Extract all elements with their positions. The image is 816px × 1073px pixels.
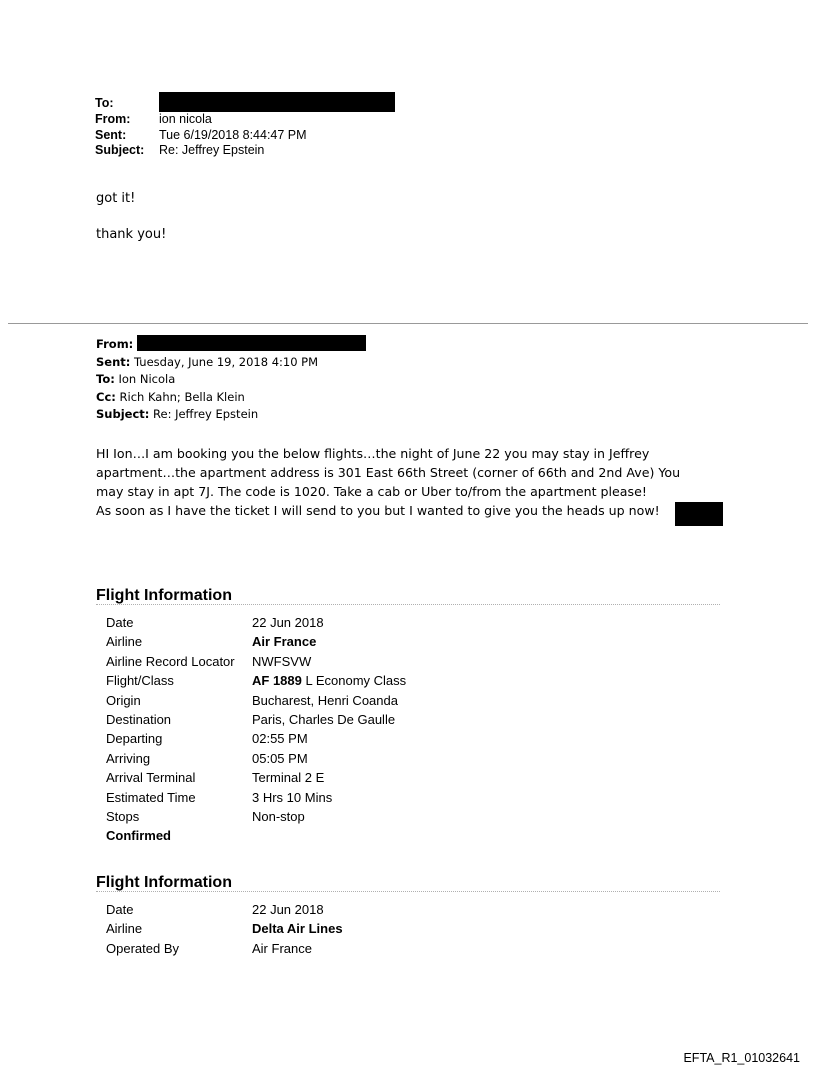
from-label: From: (95, 112, 131, 126)
quoted-to-label: To: (96, 372, 115, 386)
flight-row-label: Date (106, 615, 134, 630)
flight-row-value: 22 Jun 2018 (252, 902, 324, 917)
redaction-block (137, 335, 366, 351)
flight-row-label: Departing (106, 731, 163, 747)
email-header (95, 96, 395, 159)
flight-row-label: Arriving (106, 750, 151, 766)
flight-row-label: Date (106, 902, 134, 917)
booking-status: Confirmed (106, 828, 171, 844)
quoted-sent-label: Sent: (96, 354, 131, 369)
bates-number: EFTA_R1_01032641 (683, 1051, 800, 1065)
flight-row (106, 632, 406, 651)
flight-row-label: Estimated Time (106, 789, 196, 805)
flight-row (106, 788, 406, 807)
reply-line-1: got it! (96, 191, 136, 206)
flight-row-label: Airline (106, 634, 143, 650)
flight-info-title: Flight Information (96, 587, 232, 604)
flight-row-label: Origin (106, 692, 141, 708)
flight-row (106, 900, 343, 919)
reply-line-2: thank you! (96, 227, 167, 242)
section-divider (96, 604, 720, 605)
subject-row (95, 143, 395, 159)
message-line: HI Ion…I am booking you the below flights…the night of June 22 you may stay in Jeffrey (96, 446, 650, 461)
quoted-sent-value: Tuesday, June 19, 2018 4:10 PM (134, 354, 319, 369)
flight-row (106, 671, 406, 690)
separator-line (8, 323, 808, 324)
quoted-subject-label: Subject: (96, 407, 150, 421)
flight-row-label: Arrival Terminal (106, 770, 196, 786)
flight-row-value: Bucharest, Henri Coanda (252, 692, 398, 708)
flight-class: L Economy Class (301, 673, 407, 689)
flight-row (106, 691, 406, 710)
from-value: ion nicola (159, 112, 212, 126)
message-line: apartment…the apartment address is 301 East 66th Street (corner of 66th and 2nd Ave) You (96, 465, 681, 480)
sent-label: Sent: (95, 127, 127, 142)
flight-info-table (106, 613, 406, 846)
flight-row (106, 613, 406, 632)
flight-row-value: Paris, Charles De Gaulle (252, 712, 396, 728)
quoted-to-row (96, 371, 366, 389)
to-label: To: (95, 96, 114, 110)
quoted-cc-label: Cc: (96, 389, 116, 404)
redaction-block (675, 502, 723, 526)
to-row (95, 96, 395, 112)
message-line (96, 501, 736, 520)
flight-row-value: 3 Hrs 10 Mins (252, 789, 333, 805)
flight-row-label: Airline Record Locator (106, 653, 235, 669)
flight-row-label: Destination (106, 712, 172, 728)
flight-row-value: Terminal 2 E (252, 770, 325, 786)
flight-row (106, 807, 406, 826)
quoted-from-row (96, 335, 366, 354)
flight-row-value: NWFSVW (252, 653, 312, 669)
flight-row (106, 919, 343, 938)
flight-row-label: Flight/Class (106, 673, 174, 689)
flight-row (106, 939, 343, 958)
message-line-text: As soon as I have the ticket I will send to you but I wanted to give you the heads up now! (96, 503, 660, 518)
flight-row-value: Delta Air Lines (252, 921, 343, 937)
quoted-cc-value: Rich Kahn; Bella Klein (119, 389, 245, 404)
flight-row-label: Stops (106, 809, 140, 825)
flight-row-value: 05:05 PM (252, 750, 308, 766)
flight-row (106, 710, 406, 729)
message-line: may stay in apt 7J. The code is 1020. Take a cab or Uber to/from the apartment please! (96, 484, 647, 499)
flight-number: AF 1889 (252, 673, 302, 689)
flight-row-value: Air France (252, 940, 312, 956)
flight-row-label: Airline (106, 921, 143, 937)
flight-row (106, 729, 406, 748)
flight-info-title: Flight Information (96, 874, 232, 891)
quoted-sent-row (96, 354, 366, 372)
quoted-subject-row (96, 406, 366, 424)
sent-value: Tue 6/19/2018 8:44:47 PM (159, 127, 307, 142)
flight-row-value: 02:55 PM (252, 731, 308, 747)
message-body (96, 444, 736, 520)
quoted-cc-row (96, 389, 366, 407)
subject-value: Re: Jeffrey Epstein (159, 143, 265, 157)
quoted-from-label: From: (96, 337, 134, 351)
flight-row (106, 749, 406, 768)
flight-info-table (106, 900, 343, 958)
flight-row-label: Operated By (106, 940, 179, 956)
subject-label: Subject: (95, 143, 145, 157)
sent-row (95, 128, 395, 144)
flight-row-value: 22 Jun 2018 (252, 615, 324, 630)
quoted-to-value: Ion Nicola (118, 372, 176, 386)
quoted-subject-value: Re: Jeffrey Epstein (153, 407, 259, 421)
flight-row (106, 652, 406, 671)
quoted-header (96, 335, 366, 424)
redaction-block (159, 92, 395, 112)
flight-row (106, 768, 406, 787)
flight-row-value: Air France (252, 634, 317, 650)
section-divider (96, 891, 720, 892)
flight-row-value: Non-stop (252, 809, 305, 825)
from-row (95, 112, 395, 128)
flight-row-value (252, 671, 406, 690)
